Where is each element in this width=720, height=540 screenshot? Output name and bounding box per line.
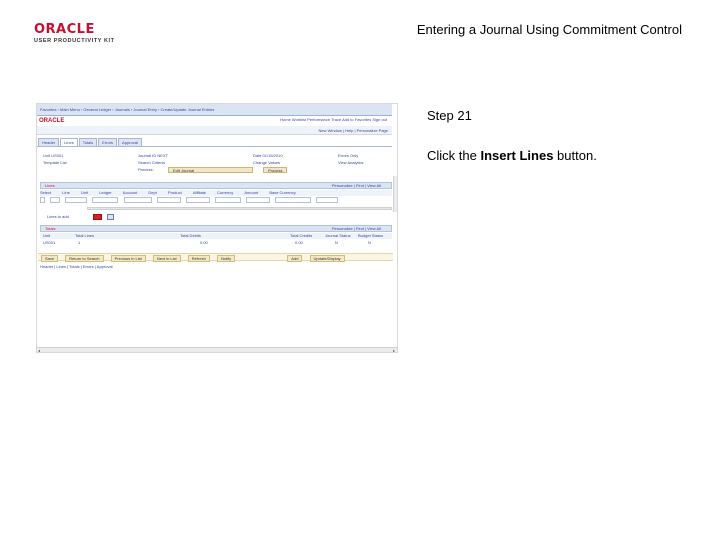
- journal-id-field: Journal ID NEXT: [138, 153, 169, 158]
- process-select[interactable]: Edit Journal: [168, 167, 253, 173]
- header-row-1: [43, 153, 388, 160]
- totals-grid-title: Totals: [45, 226, 56, 231]
- line-dept-field[interactable]: [157, 197, 181, 203]
- col-product: Product: [167, 190, 182, 195]
- instruction-pre: Click the: [427, 148, 481, 163]
- scroll-right-icon[interactable]: ▸: [392, 348, 395, 353]
- page-tabs: [38, 138, 142, 146]
- totals-unit: US001: [43, 240, 56, 245]
- col-ledger: Ledger: [99, 190, 112, 195]
- col-dept: Dept: [148, 190, 157, 195]
- oracle-upk-logo: [34, 22, 124, 44]
- totals-col-debits: Total Debits: [180, 233, 201, 238]
- next-in-list-button[interactable]: Next in List: [153, 255, 181, 262]
- save-button[interactable]: Save: [41, 255, 58, 262]
- line-ledger-field[interactable]: [92, 197, 118, 203]
- totals-col-lines: Total Lines: [75, 233, 95, 238]
- global-links[interactable]: Home Worklist Performance Trace Add to Favorites Sign out: [280, 117, 387, 122]
- spacer: [43, 167, 138, 174]
- step-instruction: [427, 148, 597, 163]
- breadcrumb[interactable]: Favorites › Main Menu › General Ledger › Journals › Journal Entry › Create/Update Journal Entries: [40, 107, 215, 112]
- tab-divider: [37, 146, 392, 147]
- tab-errors[interactable]: Errors: [98, 138, 117, 146]
- totals-lines: 1: [78, 240, 81, 245]
- step-label: Step 21: [427, 108, 472, 123]
- col-affiliate: Affiliate: [192, 190, 206, 195]
- process-label: Process:: [138, 167, 154, 172]
- delete-lines-icon[interactable]: [107, 214, 114, 220]
- spacer: [253, 167, 263, 174]
- date-field: Date 01/15/2010: [253, 153, 283, 158]
- view-analytics-link[interactable]: View Analytics: [338, 160, 364, 165]
- unit-field: Unit US001: [43, 153, 64, 158]
- new-window-links[interactable]: New Window | Help | Personalize Page: [318, 128, 388, 133]
- col-line: Line: [62, 190, 70, 195]
- search-criteria-link[interactable]: Search Criteria: [138, 160, 165, 165]
- instruction-target: Insert Lines: [480, 148, 554, 163]
- totals-row: [40, 240, 392, 246]
- page-title: Entering a Journal Using Commitment Control: [416, 22, 682, 37]
- notify-button[interactable]: Notify: [217, 255, 235, 262]
- lines-grid-title: Lines: [45, 183, 55, 188]
- line-affiliate-field[interactable]: [215, 197, 241, 203]
- lines-grid-header: [40, 182, 392, 189]
- action-toolbar: [38, 253, 393, 261]
- line-select-checkbox[interactable]: [40, 197, 45, 203]
- logo-oracle-text: ORACLE: [34, 22, 95, 37]
- totals-credits: 0.00: [295, 240, 303, 245]
- line-currency-field[interactable]: [246, 197, 270, 203]
- refresh-button[interactable]: Refresh: [188, 255, 210, 262]
- totals-col-credits: Total Credits: [290, 233, 313, 238]
- col-currency: Currency: [217, 190, 234, 195]
- col-base-currency: Base Currency: [269, 190, 296, 195]
- app-screenshot: [36, 103, 398, 353]
- menu-bar: [37, 104, 392, 116]
- change-values-link[interactable]: Change Values: [253, 160, 281, 165]
- errors-only-checkbox[interactable]: Errors Only: [338, 153, 359, 158]
- totals-col-journal-status: Journal Status: [325, 233, 351, 238]
- totals-debits: 0.00: [200, 240, 208, 245]
- insert-lines-button[interactable]: [93, 214, 102, 220]
- journal-line-row: [40, 197, 392, 206]
- logo-upk-text: USER PRODUCTIVITY KIT: [34, 38, 115, 44]
- line-amount-field[interactable]: [275, 197, 311, 203]
- lines-grid-nav[interactable]: Personalize | Find | View All: [331, 183, 381, 188]
- line-account-field[interactable]: [124, 197, 152, 203]
- totals-grid-nav[interactable]: Personalize | Find | View All: [331, 226, 381, 231]
- update-display-button[interactable]: Update/Display: [310, 255, 345, 262]
- lines-column-headers: [40, 190, 392, 196]
- journal-header-fields: [43, 153, 388, 174]
- lines-to-add-label: Lines to add: [47, 214, 69, 219]
- line-number-field[interactable]: [50, 197, 60, 203]
- template-list-link[interactable]: Template List: [43, 160, 67, 165]
- header-row-3: [43, 167, 388, 174]
- totals-budget-status: N: [368, 240, 371, 245]
- add-button[interactable]: Add: [287, 255, 302, 262]
- process-button[interactable]: Process: [263, 167, 287, 173]
- tab-header[interactable]: Header: [38, 138, 59, 146]
- instruction-post: button.: [553, 148, 597, 163]
- tab-totals[interactable]: Totals: [79, 138, 97, 146]
- sub-bar: [37, 126, 392, 135]
- tab-lines[interactable]: Lines: [60, 138, 78, 146]
- footer-links[interactable]: Header | Lines | Totals | Errors | Approval: [40, 264, 113, 269]
- col-select: Select: [40, 190, 52, 195]
- col-unit: Unit: [80, 190, 89, 195]
- lines-vertical-scrollbar[interactable]: [393, 176, 397, 212]
- lines-horizontal-scrollbar[interactable]: [87, 207, 392, 210]
- line-unit-field[interactable]: [65, 197, 87, 203]
- col-account: Account: [122, 190, 138, 195]
- line-product-field[interactable]: [186, 197, 210, 203]
- line-base-currency-field[interactable]: [316, 197, 338, 203]
- totals-grid-header: [40, 225, 392, 232]
- totals-column-headers: [40, 233, 392, 239]
- return-to-search-button[interactable]: Return to Search: [65, 255, 103, 262]
- tab-approval[interactable]: Approval: [118, 138, 142, 146]
- previous-in-list-button[interactable]: Previous in List: [111, 255, 146, 262]
- scroll-left-icon[interactable]: ◂: [38, 348, 41, 353]
- totals-col-budget-status: Budget Status: [358, 233, 384, 238]
- window-horizontal-scrollbar[interactable]: [37, 347, 397, 352]
- header-row-2: [43, 160, 388, 167]
- totals-col-unit: Unit: [43, 233, 51, 238]
- totals-journal-status: N: [335, 240, 338, 245]
- col-amount: Amount: [244, 190, 259, 195]
- app-logo: ORACLE: [39, 118, 65, 124]
